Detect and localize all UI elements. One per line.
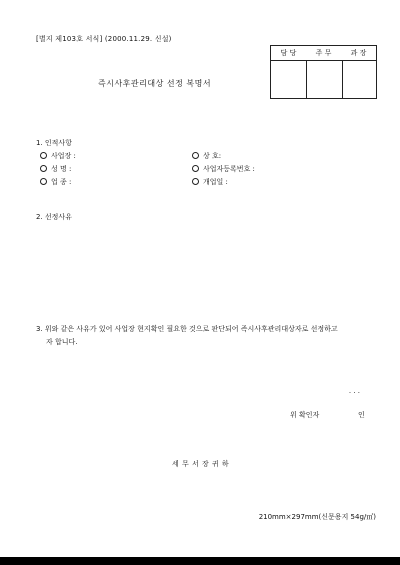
signer-label: 위 확인자 bbox=[290, 411, 320, 419]
field-trade-name bbox=[192, 151, 221, 161]
approval-header-chief: 과 장 bbox=[350, 49, 367, 57]
bullet-circle-icon bbox=[192, 165, 199, 172]
approval-header bbox=[271, 46, 376, 61]
field-label: 상 호: bbox=[203, 152, 222, 160]
field-label: 사업장 : bbox=[51, 152, 76, 160]
section2-heading: 2. 선정사유 bbox=[36, 213, 72, 221]
section1-heading: 1. 인적사항 bbox=[36, 139, 72, 147]
field-label: 성 명 : bbox=[51, 165, 72, 173]
bullet-circle-icon bbox=[40, 165, 47, 172]
form-reference: [별지 제103호 서식] (2000.11.29. 신설) bbox=[36, 35, 172, 43]
bullet-circle-icon bbox=[40, 152, 47, 159]
document-title: 즉시사후관리대상 선정 복명서 bbox=[98, 79, 212, 88]
field-label: 사업자등록번호 : bbox=[203, 165, 255, 173]
date-line: . . . bbox=[348, 387, 360, 395]
field-industry bbox=[40, 177, 71, 187]
paper-size-note: 210mm×297mm(신문용지 54g/㎡) bbox=[258, 513, 376, 521]
section3-line1: 3. 위와 같은 사유가 있어 사업장 현지확인 필요한 것으로 판단되어 즉시사후관리대상자로 선정하고 bbox=[36, 325, 338, 333]
approval-divider bbox=[306, 60, 307, 98]
field-label: 업 종 : bbox=[51, 178, 72, 186]
approval-divider bbox=[342, 60, 343, 98]
approval-header-staff: 담 당 bbox=[280, 49, 297, 57]
approval-box bbox=[270, 45, 377, 99]
bullet-circle-icon bbox=[40, 178, 47, 185]
approval-header-main: 주 무 bbox=[315, 49, 332, 57]
bottom-border bbox=[0, 557, 400, 565]
field-label: 개업일 : bbox=[203, 178, 228, 186]
recipient-line: 세 무 서 장 귀 하 bbox=[172, 460, 230, 468]
seal-mark: 인 bbox=[358, 411, 365, 419]
field-name bbox=[40, 164, 71, 174]
field-business-reg-number bbox=[192, 164, 255, 174]
field-opening-date bbox=[192, 177, 228, 187]
field-business-place bbox=[40, 151, 76, 161]
section3-line2: 자 합니다. bbox=[46, 338, 78, 346]
bullet-circle-icon bbox=[192, 178, 199, 185]
bullet-circle-icon bbox=[192, 152, 199, 159]
